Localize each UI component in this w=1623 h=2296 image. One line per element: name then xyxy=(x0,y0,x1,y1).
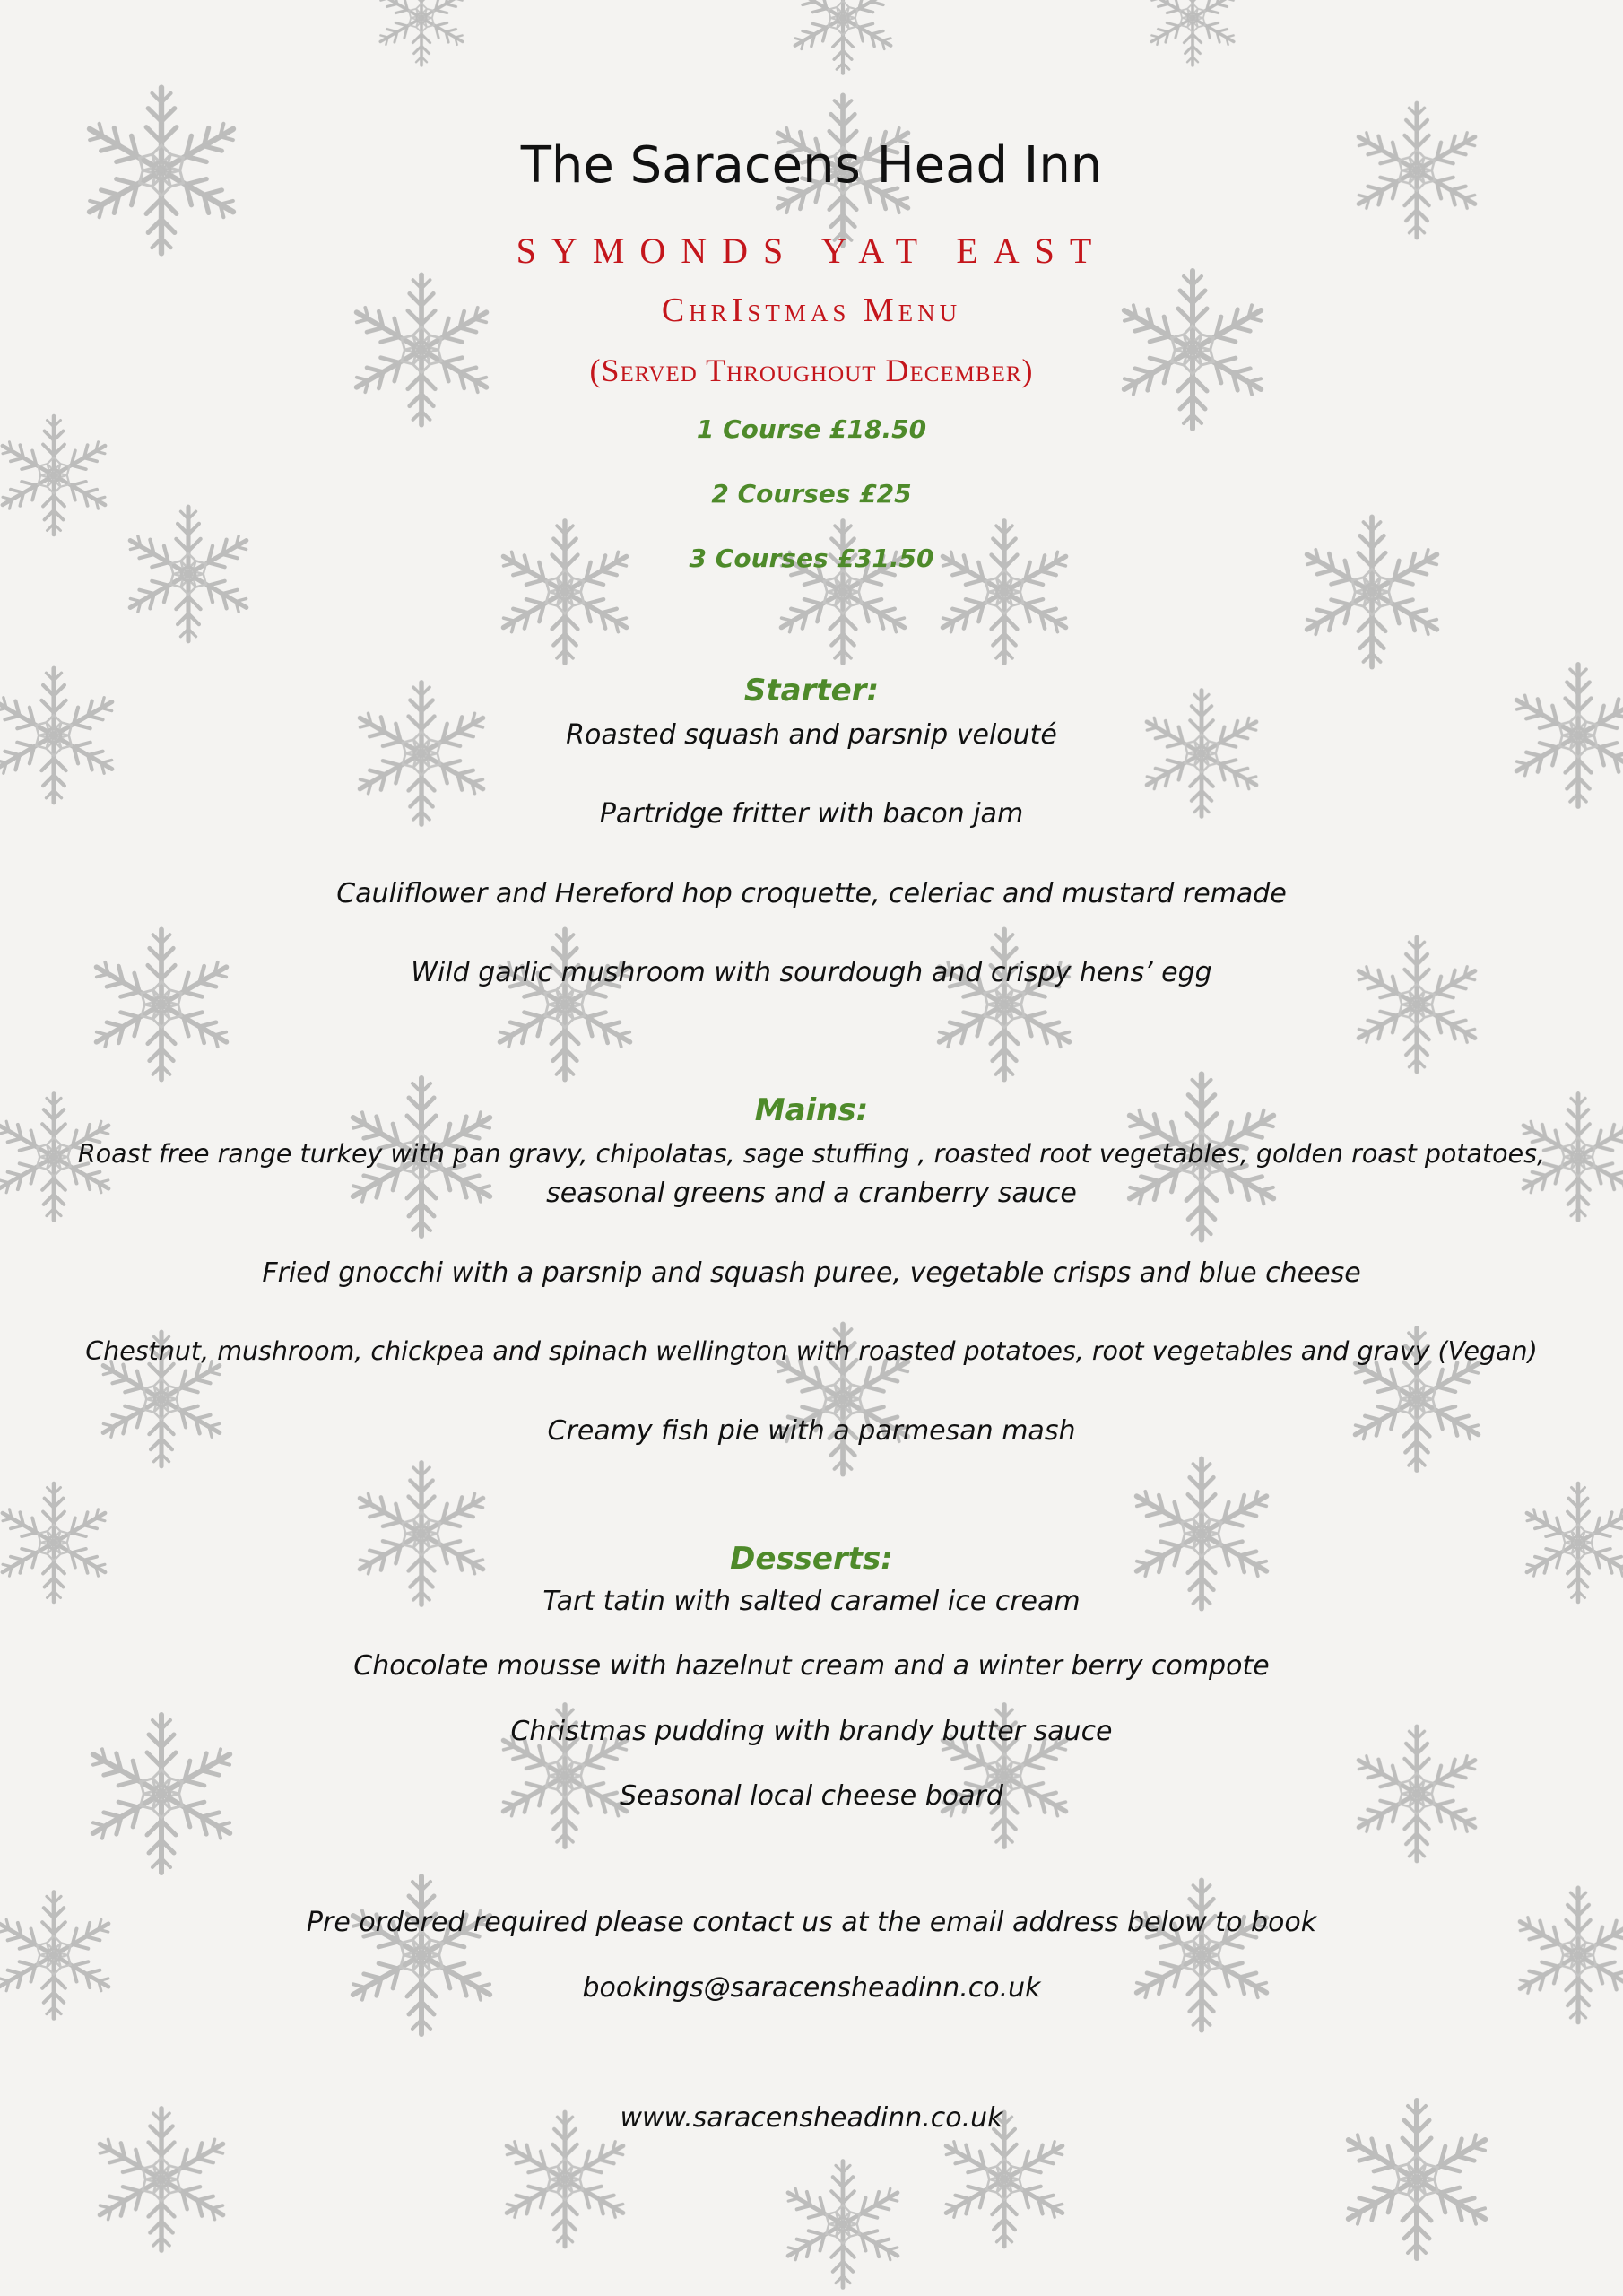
starter-item: Cauliflower and Hereford hop croquette, celeriac and mustard remade xyxy=(336,878,1287,909)
location: SYMONDS YAT EAST xyxy=(516,230,1107,271)
main-item: Roast free range turkey with pan gravy, chipolatas, sage stuffing , roasted root vegetables, golden roast potatoes, xyxy=(77,1139,1546,1169)
price-one-course: 1 Course £18.50 xyxy=(696,414,927,444)
main-item: Chestnut, mushroom, chickpea and spinach wellington with roasted potatoes, root vegetables and gravy (Vegan) xyxy=(85,1336,1538,1366)
served-note: (Served Throughout December) xyxy=(589,352,1034,388)
dessert-item: Christmas pudding with brandy butter sauce xyxy=(510,1716,1113,1747)
menu-name: ChrIstmas Menu xyxy=(661,291,962,329)
dessert-item: Chocolate mousse with hazelnut cream and a winter berry compote xyxy=(353,1650,1270,1682)
desserts-heading: Desserts: xyxy=(730,1541,893,1577)
starter-item: Partridge fritter with bacon jam xyxy=(599,798,1024,830)
main-item: Fried gnocchi with a parsnip and squash puree, vegetable crisps and blue cheese xyxy=(262,1257,1361,1289)
main-item: Creamy fish pie with a parmesan mash xyxy=(547,1415,1076,1447)
restaurant-name: The Saracens Head Inn xyxy=(520,136,1103,195)
price-two-courses: 2 Courses £25 xyxy=(711,479,912,509)
dessert-item: Tart tatin with salted caramel ice cream xyxy=(542,1586,1081,1617)
mains-heading: Mains: xyxy=(754,1092,869,1128)
booking-note: Pre ordered required please contact us at the email address below to book xyxy=(306,1907,1317,1938)
booking-email[interactable]: bookings@saracensheadinn.co.uk xyxy=(582,1972,1041,2004)
dessert-item: Seasonal local cheese board xyxy=(620,1780,1003,1812)
starters-heading: Starter: xyxy=(743,673,880,709)
starter-item: Wild garlic mushroom with sourdough and crispy hens’ egg xyxy=(411,957,1212,988)
main-item: seasonal greens and a cranberry sauce xyxy=(546,1178,1077,1209)
website-link[interactable]: www.saracensheadinn.co.uk xyxy=(620,2102,1003,2134)
price-three-courses: 3 Courses £31.50 xyxy=(689,544,934,573)
starter-item: Roasted squash and parsnip velouté xyxy=(566,719,1057,751)
